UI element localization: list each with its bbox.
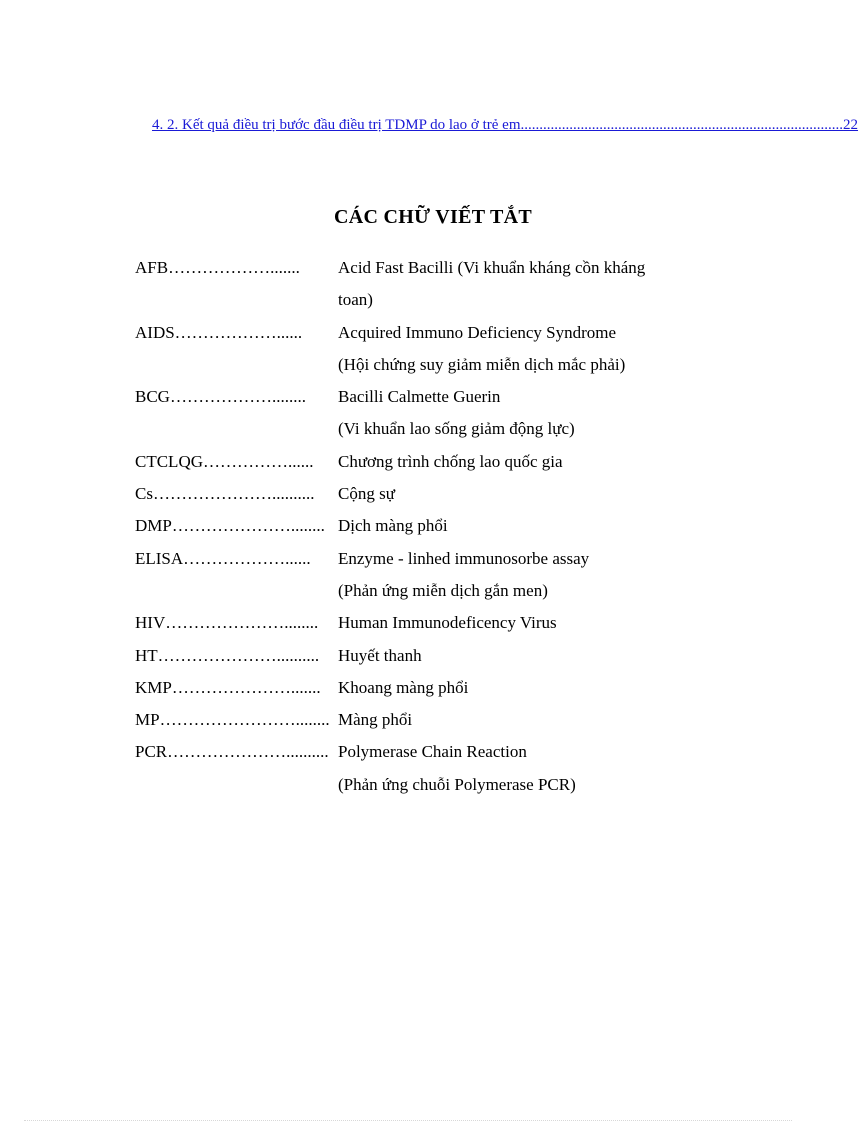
abbreviation-term: PCR………………….......... <box>135 742 329 762</box>
abbreviation-row <box>135 381 695 446</box>
abbreviation-row <box>135 543 695 608</box>
definition-line: Bacilli Calmette Guerin <box>338 387 501 407</box>
definition-line: Huyết thanh <box>338 645 422 665</box>
definition-line: Acid Fast Bacilli (Vi khuẩn kháng cồn kháng <box>338 258 646 277</box>
definition-line: Màng phổi <box>338 710 413 730</box>
abbreviation-definition <box>338 704 695 736</box>
abbreviation-row <box>135 446 695 478</box>
abbreviation-row <box>135 317 695 382</box>
definition-line: Acquired Immuno Deficiency Syndrome <box>338 322 617 342</box>
abbreviation-term: HIV…………………........ <box>135 613 319 633</box>
abbreviation-row <box>135 607 695 639</box>
abbreviation-term: AIDS………………...... <box>135 322 303 342</box>
abbreviation-definition <box>338 446 695 478</box>
abbreviation-row <box>135 640 695 672</box>
abbreviation-row <box>135 672 695 704</box>
abbreviation-row <box>135 252 695 317</box>
definition-line: Enzyme - linhed immunosorbe assay <box>338 548 590 568</box>
abbreviation-definition <box>338 736 695 801</box>
toc-page-number: 22 <box>843 117 859 133</box>
definition-line: Khoang màng phổi <box>338 677 469 697</box>
abbreviation-term: ELISA………………...... <box>135 548 311 568</box>
abbreviation-term: KMP…………………....... <box>135 677 321 697</box>
definition-line-continued: toan) <box>338 290 373 310</box>
abbreviation-term: CTCLQG……………...... <box>135 451 314 471</box>
definition-line-continued: (Hội chứng suy giảm miễn dịch mắc phải) <box>338 354 626 374</box>
abbreviation-term: AFB………………....... <box>135 258 300 277</box>
abbreviation-definition <box>338 381 695 446</box>
definition-line: Polymerase Chain Reaction <box>338 742 527 762</box>
definition-line: Dịch màng phổi <box>338 516 448 536</box>
definition-line: Chương trình chống lao quốc gia <box>338 451 563 471</box>
toc-entry-text: 4. 2. Kết quả điều trị bước đầu điều trị TDMP do lao ở trẻ em <box>152 117 521 133</box>
abbreviation-row <box>135 478 695 510</box>
toc-entry-link[interactable] <box>152 115 859 135</box>
definition-line-continued: (Vi khuẩn lao sống giảm động lực) <box>338 419 575 439</box>
abbreviation-list <box>135 252 695 801</box>
abbreviation-definition <box>338 640 695 672</box>
abbreviation-term: MP……………………........ <box>135 710 330 730</box>
abbreviation-definition <box>338 252 695 317</box>
page-title: CÁC CHỮ VIẾT TẮT <box>334 206 532 228</box>
abbreviation-term: DMP…………………........ <box>135 516 325 536</box>
abbreviation-definition <box>338 510 695 542</box>
abbreviation-definition <box>338 672 695 704</box>
abbreviation-definition <box>338 607 695 639</box>
abbreviation-definition <box>338 543 695 608</box>
abbreviation-term: Cs………………….......... <box>135 484 315 504</box>
definition-line: Human Immunodeficency Virus <box>338 613 557 633</box>
abbreviation-term: BCG………………........ <box>135 387 306 407</box>
abbreviation-definition <box>338 317 695 382</box>
definition-line-continued: (Phản ứng miễn dịch gắn men) <box>338 580 548 600</box>
abbreviation-row <box>135 704 695 736</box>
abbreviation-term: HT………………….......... <box>135 645 320 665</box>
page-bottom-divider <box>24 1120 792 1121</box>
abbreviation-definition <box>338 478 695 510</box>
definition-line: Cộng sự <box>338 484 395 504</box>
abbreviation-row <box>135 736 695 801</box>
toc-leader-dots: ...................................................................................... <box>520 117 844 133</box>
abbreviation-row <box>135 510 695 542</box>
definition-line-continued: (Phản ứng chuỗi Polymerase PCR) <box>338 774 576 794</box>
